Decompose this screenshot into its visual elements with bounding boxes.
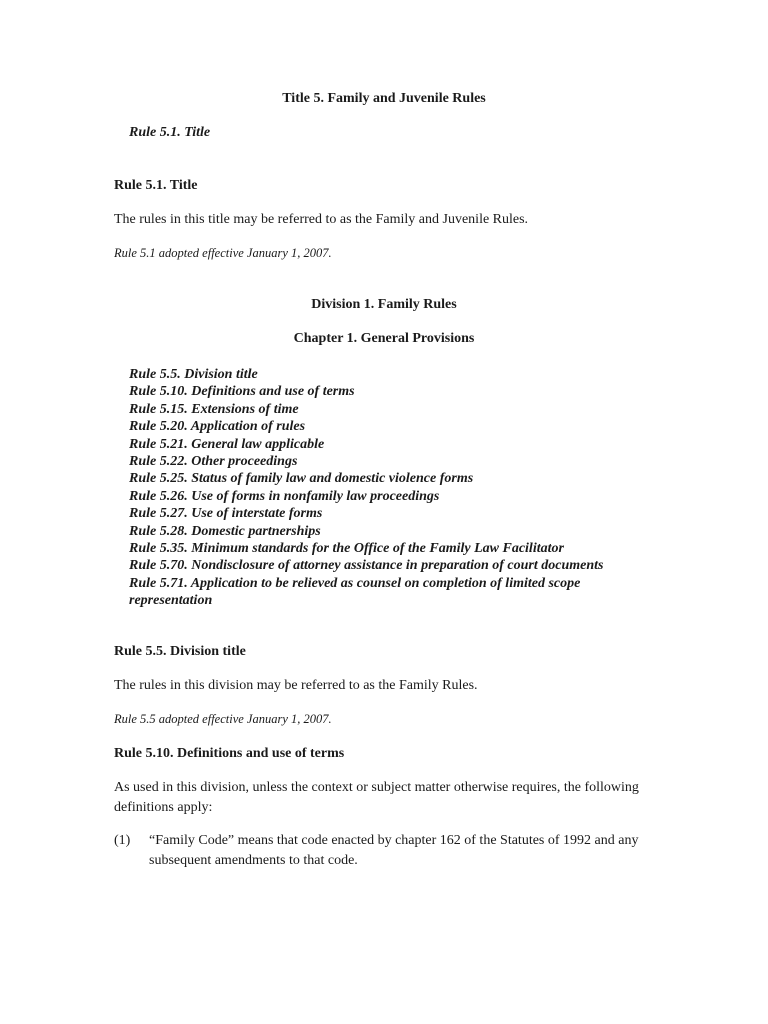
definition-text: “Family Code” means that code enacted by chapter 162 of the Statutes of 1992 and any subsequent amendments to that code. [149, 833, 639, 868]
toc-item: Rule 5.22. Other proceedings [129, 454, 298, 470]
chapter-heading: Chapter 1. General Provisions [293, 331, 475, 346]
toc-item: Rule 5.10. Definitions and use of terms [129, 384, 355, 400]
toc-item: Rule 5.35. Minimum standards for the Office of the Family Law Facilitator [129, 541, 564, 557]
definition-number: (1) [114, 833, 131, 848]
toc-item: Rule 5.28. Domestic partnerships [129, 523, 321, 539]
rule-5-10-intro: As used in this division, unless the context or subject matter otherwise requires, the following definitions apply: [114, 780, 639, 815]
title-heading: Title 5. Family and Juvenile Rules [282, 91, 486, 106]
toc-item: Rule 5.5. Division title [129, 367, 258, 382]
rule-5-1-heading: Rule 5.1. Title [114, 178, 198, 193]
toc-item: Rule 5.20. Application of rules [129, 419, 306, 435]
toc-item: Rule 5.27. Use of interstate forms [129, 506, 323, 522]
toc-item: Rule 5.21. General law applicable [129, 436, 325, 452]
rule-5-5-text: The rules in this division may be referred to as the Family Rules. [114, 678, 478, 693]
toc-item: Rule 5.70. Nondisclosure of attorney assistance in preparation of court documents [129, 558, 604, 574]
toc-item: Rule 5.71. Application to be relieved as counsel on completion of limited scope representation [129, 575, 581, 609]
rule-5-10-heading: Rule 5.10. Definitions and use of terms [114, 746, 345, 761]
toc-item: Rule 5.26. Use of forms in nonfamily law proceedings [129, 488, 440, 504]
rule-5-1-note: Rule 5.1 adopted effective January 1, 2007. [114, 246, 332, 260]
chapter-toc [129, 366, 689, 610]
toc-item: Rule 5.15. Extensions of time [129, 401, 299, 417]
title-toc-entry: Rule 5.1. Title [129, 125, 211, 140]
rule-5-5-heading: Rule 5.5. Division title [114, 644, 246, 659]
division-heading: Division 1. Family Rules [311, 297, 457, 312]
toc-item: Rule 5.25. Status of family law and domestic violence forms [129, 471, 474, 487]
rule-5-5-note: Rule 5.5 adopted effective January 1, 2007. [114, 712, 332, 726]
rule-5-1-text: The rules in this title may be referred to as the Family and Juvenile Rules. [114, 212, 529, 227]
